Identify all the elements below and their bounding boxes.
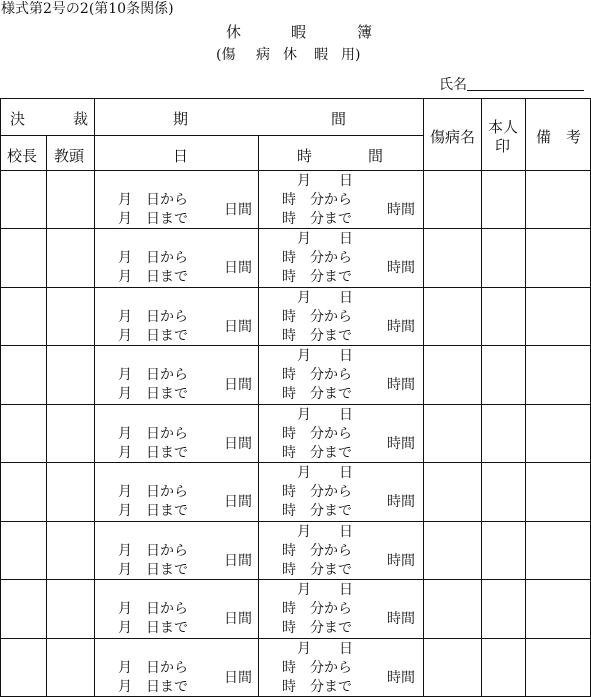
row-day-from: 月 日から	[118, 367, 188, 383]
header-biko: 考	[566, 128, 582, 146]
row-day-to: 月 日まで	[118, 445, 188, 461]
row-day-unit: 日間	[224, 553, 252, 569]
row-time-to: 時 分まで	[282, 562, 352, 578]
row-time-unit: 時間	[387, 202, 415, 218]
row-day-to: 月 日まで	[118, 679, 188, 695]
row-day-to: 月 日まで	[118, 269, 188, 285]
row-day-to: 月 日まで	[118, 328, 188, 344]
row-time-from: 時 分から	[282, 601, 352, 617]
row-time-to: 時 分まで	[282, 328, 352, 344]
row-day-from: 月 日から	[118, 192, 188, 208]
header-kessai: 決	[10, 110, 26, 128]
title-char: 暇	[291, 23, 307, 41]
row-day-from: 月 日から	[118, 309, 188, 325]
row-time-to: 時 分まで	[282, 445, 352, 461]
name-label: 氏名	[439, 77, 467, 93]
row-time-to: 時 分まで	[282, 503, 352, 519]
row-time-to: 時 分まで	[282, 269, 352, 285]
row-day-unit: 日間	[224, 611, 252, 627]
row-time-unit: 時間	[387, 260, 415, 276]
row-time-unit: 時間	[387, 611, 415, 627]
header-ji: 時	[297, 147, 313, 165]
row-time-date: 月 日	[297, 582, 353, 598]
row-time-unit: 時間	[387, 436, 415, 452]
row-time-unit: 時間	[387, 553, 415, 569]
subtitle-char: 用)	[341, 47, 361, 63]
row-time-date: 月 日	[297, 231, 353, 247]
row-time-from: 時 分から	[282, 192, 352, 208]
row-day-from: 月 日から	[118, 426, 188, 442]
subtitle-char: 休	[283, 47, 297, 63]
row-day-from: 月 日から	[118, 601, 188, 617]
row-time-date: 月 日	[297, 173, 353, 189]
header-hi: 日	[173, 147, 189, 165]
row-time-to: 時 分まで	[282, 679, 352, 695]
row-time-from: 時 分から	[282, 309, 352, 325]
row-time-from: 時 分から	[282, 250, 352, 266]
row-time-to: 時 分まで	[282, 620, 352, 636]
title-char: 簿	[357, 23, 373, 41]
row-time-date: 月 日	[297, 348, 353, 364]
row-day-from: 月 日から	[118, 543, 188, 559]
row-time-from: 時 分から	[282, 484, 352, 500]
row-time-date: 月 日	[297, 407, 353, 423]
header-kikan: 期	[173, 110, 189, 128]
header-shobyomei: 傷病名	[430, 128, 476, 146]
row-time-date: 月 日	[297, 290, 353, 306]
row-time-unit: 時間	[387, 670, 415, 686]
row-day-to: 月 日まで	[118, 620, 188, 636]
header-kikan: 間	[331, 110, 347, 128]
row-time-date: 月 日	[297, 465, 353, 481]
title-char: 休	[226, 23, 242, 41]
row-day-to: 月 日まで	[118, 503, 188, 519]
header-kyoto: 教頭	[54, 147, 85, 165]
row-day-to: 月 日まで	[118, 562, 188, 578]
row-day-unit: 日間	[224, 202, 252, 218]
header-kessai: 裁	[73, 110, 89, 128]
row-time-date: 月 日	[297, 641, 353, 657]
row-day-unit: 日間	[224, 260, 252, 276]
subtitle-char: 暇	[314, 47, 328, 63]
row-time-unit: 時間	[387, 319, 415, 335]
form-number: 様式第2号の2(第10条関係)	[1, 1, 174, 17]
header-honnin-in: 印	[495, 137, 511, 155]
row-day-to: 月 日まで	[118, 386, 188, 402]
row-time-from: 時 分から	[282, 367, 352, 383]
row-time-from: 時 分から	[282, 660, 352, 676]
row-day-unit: 日間	[224, 494, 252, 510]
row-time-to: 時 分まで	[282, 386, 352, 402]
subtitle-char: 病	[256, 47, 270, 63]
header-honnin-in: 本人	[488, 118, 519, 136]
row-time-unit: 時間	[387, 494, 415, 510]
row-day-unit: 日間	[224, 377, 252, 393]
row-day-to: 月 日まで	[118, 211, 188, 227]
header-biko: 備	[536, 128, 552, 146]
row-day-from: 月 日から	[118, 250, 188, 266]
row-time-from: 時 分から	[282, 426, 352, 442]
row-day-unit: 日間	[224, 319, 252, 335]
row-time-date: 月 日	[297, 524, 353, 540]
row-time-to: 時 分まで	[282, 211, 352, 227]
row-day-unit: 日間	[224, 436, 252, 452]
row-time-from: 時 分から	[282, 543, 352, 559]
header-kocho: 校長	[7, 147, 38, 165]
subtitle-char: (傷	[216, 47, 236, 63]
row-day-unit: 日間	[224, 670, 252, 686]
row-day-from: 月 日から	[118, 484, 188, 500]
header-ji: 間	[368, 147, 384, 165]
row-day-from: 月 日から	[118, 660, 188, 676]
row-time-unit: 時間	[387, 377, 415, 393]
